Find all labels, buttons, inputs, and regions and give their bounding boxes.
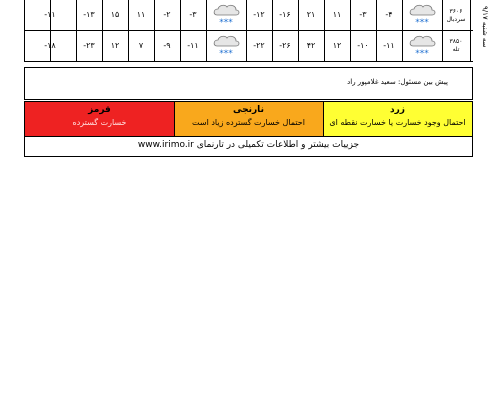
row1-cell: -۱۲ (253, 10, 265, 19)
row1-cell: ۱۱ (136, 10, 146, 19)
legend-orange (174, 102, 323, 136)
legend-desc: احتمال وجود خسارت یا خسارت نقطه ای (329, 118, 466, 127)
row1-cell: -۳ (189, 10, 197, 19)
row2-cell: ۱۲ (110, 41, 120, 50)
row2-cell: -۲۲ (253, 41, 265, 50)
row2-cell: ۱۲ (332, 41, 342, 50)
row1-cell: -۴ (385, 10, 393, 19)
row1-cell: -۱۱ (44, 10, 56, 19)
legend-title: قرمز (88, 105, 111, 115)
row1-cell: -۲ (163, 10, 171, 19)
row1-cell: ۲۱ (306, 10, 316, 19)
forecaster-line (347, 78, 448, 86)
row1-cell: -۱۳ (83, 10, 95, 19)
row2-cell: -۲۳ (83, 41, 95, 50)
row1-cell: ۱۱ (332, 10, 342, 19)
row2-cell: ۷ (138, 41, 144, 50)
row2-cell: -۱۱ (383, 41, 395, 50)
row2-cell: -۹ (163, 41, 171, 50)
warning-legend (24, 101, 473, 157)
row1-cell: -۱۶ (279, 10, 291, 19)
forecaster-box (24, 67, 473, 100)
station-label: ۳۶۰۶ سردبال (446, 8, 466, 23)
row2-cell: -۲۶ (279, 41, 291, 50)
svg-text:***: *** (415, 18, 429, 28)
snow-cloud-icon (211, 2, 241, 28)
footer-link-text[interactable]: جزییات بیشتر و اطلاعات تکمیلی در تارنمای www.irimo.ir (137, 140, 360, 150)
row2-cell: -۱۱ (187, 41, 199, 50)
svg-text:***: *** (219, 49, 233, 59)
legend-red (25, 102, 174, 136)
legend-yellow (323, 102, 472, 136)
legend-title: نارنجی (233, 105, 264, 115)
row1-cell: -۳ (359, 10, 367, 19)
snow-cloud-icon (211, 33, 241, 59)
row1-cell: ۱۵ (110, 10, 120, 19)
date-label: سه شنبه ۹/۱۷ (481, 6, 489, 48)
row2-cell: ۴۲ (306, 41, 316, 50)
svg-text:***: *** (219, 18, 233, 28)
row2-cell: -۱۰ (357, 41, 369, 50)
legend-title: زرد (390, 105, 405, 115)
row2-cell: -۱۸ (44, 41, 56, 50)
legend-desc: خسارت گسترده (72, 118, 127, 127)
snow-cloud-icon (407, 2, 437, 28)
snow-cloud-icon (407, 33, 437, 59)
forecast-table (24, 0, 489, 62)
svg-text:***: *** (415, 49, 429, 59)
forecaster-label: پیش بین مسئول: (398, 78, 448, 86)
legend-desc: احتمال خسارت گسترده زیاد است (192, 118, 305, 127)
forecaster-name: سعید غلامپور راد (347, 78, 396, 86)
station-label: ۳۸۵۰ تله (449, 38, 463, 53)
